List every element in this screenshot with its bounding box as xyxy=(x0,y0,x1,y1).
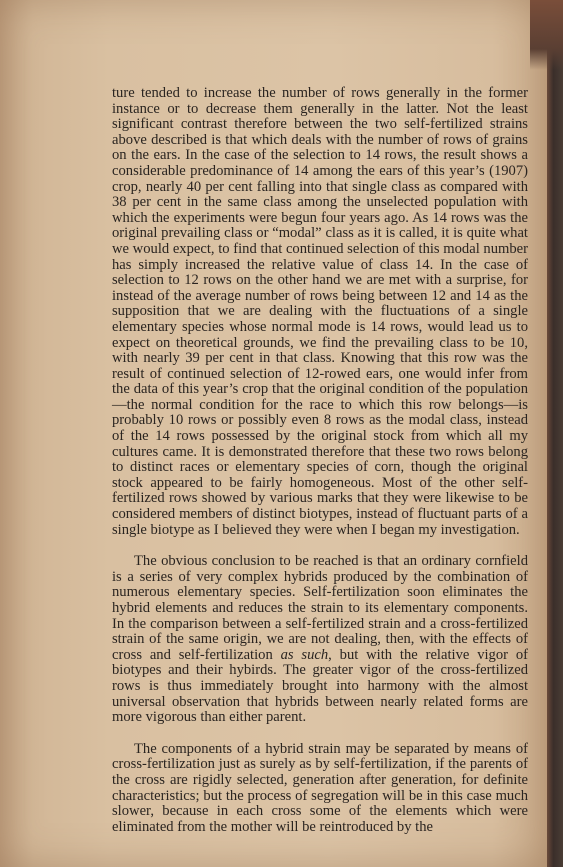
page-corner-stain xyxy=(530,0,563,70)
paragraph-text-segment: ture tended to increase the number of rows generally in the former instance or to decrease them generally in the latter. Not the least significant contrast therefore between the two self-fertilized strains above described is that which deals with the number of rows of grains on the ears. In the case of the selection to 14 rows, the result shows a considerable predominance of 14 among the ears of this year’s (1907) crop, nearly 40 per cent falling into that single class as compared with 38 per cent in the same class among the unselected population with which the experiments were begun four years ago. As 14 rows was the original prevailing class or “modal” class as it is called, it is quite what we would expect, to find that continued selection of this modal number has simply increased the relative value of class 14. In the case of selection to 12 rows on the other hand we are met with a surprise, for instead of the average number of rows being between 12 and 14 as the supposition that we are dealing with the fluctuations of a single elementary species whose normal mode is 14 rows, would lead us to expect on theoretical grounds, we find the prevailing class to be 10, with nearly 39 per cent in that class. Knowing that this row was the result of continued selection of 12-rowed ears, one would infer from the data of this year’s crop that the original condition of the population—the normal condition for the race to which this row belongs—is probably 10 rows or possibly even 8 rows as the modal class, instead of the 14 rows possessed by the original stock from which all my cultures came. It is demonstrated therefore that these two rows belong to distinct races or elementary species of corn, though the original stock appeared to be fairly homogeneous. Most of the other self-fertilized rows showed by various marks that they were likewise to be considered members of distinct biotypes, instead of fluctuant parts of a single biotype as I believed they were when I began my investigation. xyxy=(112,85,528,538)
page-text-body xyxy=(112,86,528,835)
paragraph-hybrid-components xyxy=(112,742,528,836)
paragraph-text-segment: The components of a hybrid strain may be separated by means of cross-fertilization just as surely as by self-fertilization, if the parents of the cross are rigidly selected, generation after generation, for definite characteristics; but the process of segregation will be in this case much slower, because in each cross some of the elements which were eliminated from the mother will be reintroduced by the xyxy=(112,740,528,835)
page-edge-shadow xyxy=(547,0,563,867)
paragraph-conclusion xyxy=(112,554,528,726)
paragraph-text-segment: The obvious conclusion to be reached is that an ordinary cornfield is a series of very complex hybrids produced by the combination of numerous elementary species. Self-fertilization soon eliminates the hybrid elements and reduces the strain to its elementary components. In the comparison between a self-fertilized strain and a cross-fertilized strain of the same origin, we are not dealing, then, with the effects of cross and self-fertilization xyxy=(112,553,528,663)
paragraph-text-segment: , but with the relative vigor of biotypes and their hybirds. The greater vigor of the cross-fertilized rows is thus immediately brought into harmony with the almost universal observation that hybrids between nearly related forms are more vigorous than either parent. xyxy=(112,646,528,726)
paragraph-continuation xyxy=(112,86,528,538)
italic-phrase: as such xyxy=(280,646,329,663)
